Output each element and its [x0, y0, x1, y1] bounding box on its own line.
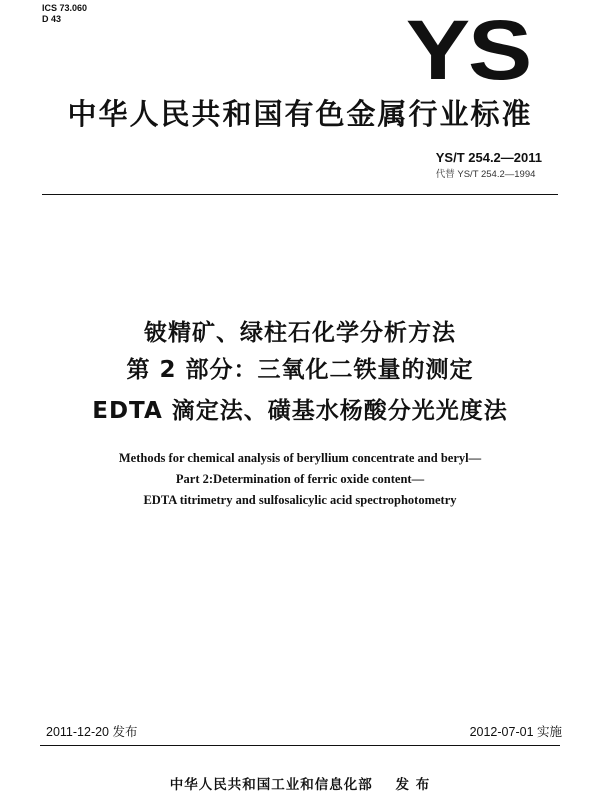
- ics-code: ICS 73.060: [42, 3, 88, 13]
- title-cn-line-2: 第 2 部分：三氧化二铁量的测定: [126, 357, 474, 383]
- bottom-divider: [40, 745, 560, 746]
- title-en-line-3: EDTA titrimetry and sulfosalicylic acid spectrophotometry: [143, 493, 457, 507]
- title-en-line-2: Part 2:Determination of ferric oxide content—: [175, 472, 425, 486]
- publisher: 中华人民共和国工业和信息化部 发 布: [169, 777, 431, 793]
- top-divider: [42, 194, 558, 195]
- ccs-code: D 43: [42, 14, 62, 24]
- standard-code-block: [436, 150, 542, 180]
- title-en-line-1: Methods for chemical analysis of beryllium concentrate and beryl—: [118, 451, 482, 465]
- issue-date: 2011-12-20 发布: [46, 725, 138, 739]
- standard-code: YS/T 254.2—2011: [435, 150, 542, 165]
- replaces-code: 代替 YS/T 254.2—1994: [435, 169, 536, 180]
- ys-logo: YS: [405, 3, 530, 97]
- classification-codes: [42, 3, 87, 25]
- title-cn-line-3: EDTA 滴定法、磺基水杨酸分光光度法: [92, 398, 508, 424]
- title-cn-line-1: 铍精矿、绿柱石化学分析方法: [144, 320, 456, 346]
- standard-category-title: 中华人民共和国有色金属行业标准: [67, 97, 533, 131]
- effective-date: 2012-07-01 实施: [469, 725, 562, 739]
